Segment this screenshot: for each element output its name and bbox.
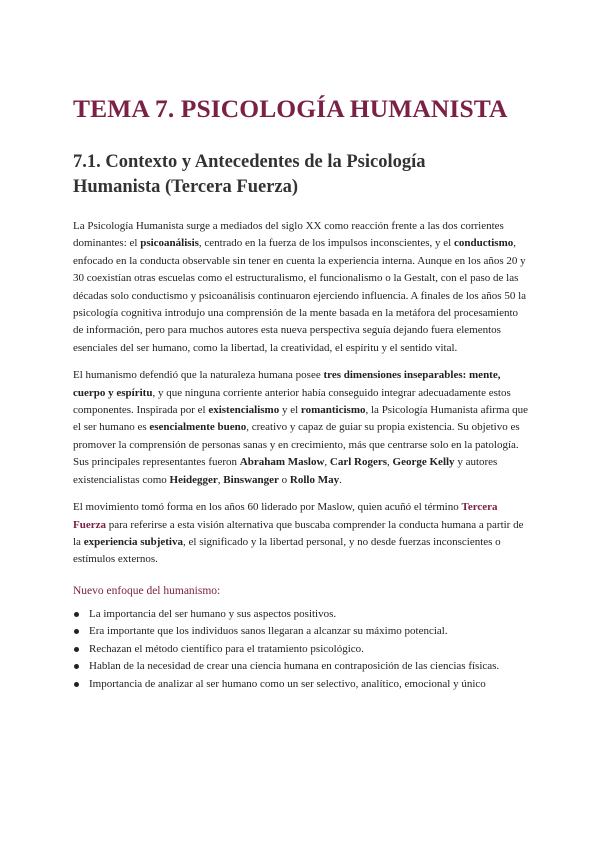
bold-term: George Kelly xyxy=(392,456,455,469)
bold-term: Heidegger xyxy=(169,473,218,486)
text-run: El humanismo defendió que la naturaleza humana posee xyxy=(73,369,324,382)
text-run: , enfocado en la conducta observable sin tener en cuenta la experiencia interna. Aunque en los años 20 y 30 coexistían otras escuelas como el estructuralismo, el funcionalismo o la Gestalt, con el paso de las décadas solo conductismo y psicoanálisis continuaron ejerciendo influencia. A finales de los años 50 la psicología cognitiva introdujo una comprensión de la mente basada en la metáfora del procesamiento de información, pero para muchos autores esta nueva perspectiva seguía dejando fuera elementos esenciales del ser humano, como la libertad, la creatividad, el espíritu y el sentido vital. xyxy=(73,237,527,354)
bold-term: Binswanger xyxy=(223,473,279,486)
bold-term: Carl Rogers xyxy=(329,456,388,469)
bold-term: tres dimensiones inseparables: mente, cuerpo y espíritu xyxy=(73,369,501,399)
highlight-term: Tercera Fuerza xyxy=(73,501,498,531)
section-heading-line1: 7.1. Contexto y Antecedentes de la Psicología xyxy=(73,152,426,172)
text-run: La Psicología Humanista surge a mediados del siglo XX como reacción frente a las dos corrientes dominantes: el xyxy=(73,220,504,250)
text-run: , el significado y la libertad personal, y no desde fuerzas inconscientes o estímulos externos. xyxy=(73,535,501,566)
list-item xyxy=(73,641,528,658)
bold-term: conductismo xyxy=(453,237,514,250)
bullet-icon xyxy=(74,682,79,687)
text-run: . xyxy=(339,473,342,486)
text-run: y autores existencialistas como xyxy=(73,456,498,486)
bullet-icon xyxy=(74,629,79,634)
text-run: , la Psicología Humanista afirma que el ser humano es xyxy=(73,404,529,434)
list-item-text: Importancia de analizar al ser humano como un ser selectivo, analítico, emocional y único xyxy=(89,677,486,690)
section-heading xyxy=(73,150,528,200)
text-run: , xyxy=(324,456,330,469)
text-run: , centrado en la fuerza de los impulsos inconscientes, y el xyxy=(198,237,454,250)
text-run: , xyxy=(387,456,393,469)
list-item-text: Hablan de la necesidad de crear una ciencia humana en contraposición de las ciencias físicas. xyxy=(89,660,500,673)
subheading-new-approach: Nuevo enfoque del humanismo: xyxy=(73,584,221,597)
bullet-icon xyxy=(74,664,79,669)
list-item xyxy=(73,606,528,623)
text-run: , y que ninguna corriente anterior había conseguido integrar adecuadamente estos componentes. Inspirada por el xyxy=(73,386,511,417)
paragraph-context xyxy=(73,218,528,357)
text-run: , xyxy=(217,473,224,486)
paragraph-dimensions xyxy=(73,367,528,489)
bold-term: existencialismo xyxy=(208,404,280,417)
bold-term: romanticismo xyxy=(300,404,366,417)
bold-term: psicoanálisis xyxy=(140,237,199,250)
bold-term: esencialmente bueno xyxy=(149,421,247,434)
text-run: y el xyxy=(279,404,301,417)
bold-term: Abraham Maslow xyxy=(239,456,325,469)
list-item xyxy=(73,676,528,693)
paragraph-third-force xyxy=(73,499,528,569)
bullet-icon xyxy=(74,612,79,617)
list-item xyxy=(73,623,528,640)
text-run: para referirse a esta visión alternativa que buscaba comprender la conducta humana a partir de la xyxy=(73,518,524,548)
bullet-icon xyxy=(74,647,79,652)
list-item-text: La importancia del ser humano y sus aspectos positivos. xyxy=(89,607,337,620)
bold-term: experiencia subjetiva xyxy=(83,535,183,548)
bullet-list xyxy=(73,606,528,693)
page-title: TEMA 7. PSICOLOGÍA HUMANISTA xyxy=(73,94,508,123)
text-run: El movimiento tomó forma en los años 60 liderado por Maslow, quien acuñó el término xyxy=(73,501,462,514)
text-run: , creativo y capaz de guiar su propia existencia. Su objetivo es promover la comprensión de personas sanas y en crecimiento, más que centrarse solo en la patología. Sus principales representantes fueron xyxy=(73,421,520,469)
list-item xyxy=(73,658,528,675)
list-item-text: Rechazan el método científico para el tratamiento psicológico. xyxy=(89,642,364,655)
text-run: o xyxy=(278,473,290,486)
bold-term: Rollo May xyxy=(289,473,340,486)
list-item-text: Era importante que los individuos sanos llegaran a alcanzar su máximo potencial. xyxy=(89,625,448,638)
section-heading-line2: Humanista (Tercera Fuerza) xyxy=(73,177,299,197)
